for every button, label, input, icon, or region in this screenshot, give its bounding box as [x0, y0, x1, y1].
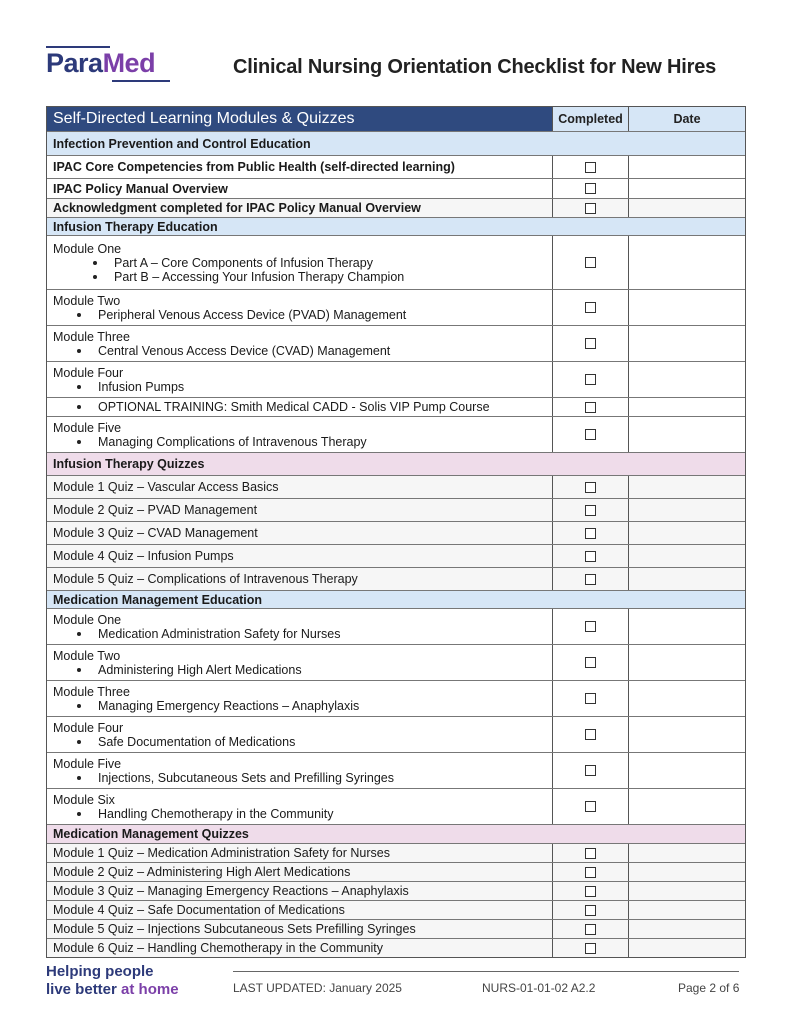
item-cell: [47, 545, 553, 567]
bullet-icon: [77, 440, 81, 444]
date-cell[interactable]: [629, 476, 745, 498]
bullet-text: Managing Emergency Reactions – Anaphylaxis: [98, 698, 360, 713]
section-title: Medication Management Quizzes: [47, 825, 745, 843]
checklist-table: [46, 106, 746, 958]
bullet-item: [53, 699, 546, 713]
checklist-row: [47, 863, 745, 882]
date-cell[interactable]: [629, 398, 745, 416]
completed-checkbox[interactable]: [585, 574, 596, 585]
bullet-text: Injections, Subcutaneous Sets and Prefilling Syringes: [98, 770, 395, 785]
item-label: Module 3 Quiz – Managing Emergency Reactions – Anaphylaxis: [53, 884, 409, 898]
date-cell[interactable]: [629, 609, 745, 644]
bullet-text: Infusion Pumps: [98, 379, 185, 394]
completed-checkbox[interactable]: [585, 429, 596, 440]
checklist-row: [47, 568, 745, 591]
checklist-row: [47, 199, 745, 218]
item-label: Module 4 Quiz – Safe Documentation of Medications: [53, 903, 345, 917]
date-cell[interactable]: [629, 417, 745, 452]
completed-checkbox[interactable]: [585, 162, 596, 173]
item-cell: [47, 398, 553, 416]
paramed-logo: [46, 44, 172, 84]
checklist-row: [47, 362, 745, 398]
date-cell[interactable]: [629, 681, 745, 716]
date-cell[interactable]: [629, 717, 745, 752]
item-label: Module Three: [53, 684, 130, 699]
completed-cell: [553, 522, 629, 544]
completed-checkbox[interactable]: [585, 203, 596, 214]
completed-cell: [553, 156, 629, 178]
section-title: Medication Management Education: [47, 591, 745, 608]
completed-cell: [553, 326, 629, 361]
item-cell: [47, 901, 553, 919]
completed-cell: [553, 398, 629, 416]
item-cell: [47, 199, 553, 217]
date-cell[interactable]: [629, 568, 745, 590]
item-cell: [47, 362, 553, 397]
item-label: Module Three: [53, 329, 130, 344]
item-label: Module 1 Quiz – Vascular Access Basics: [53, 480, 279, 494]
date-cell[interactable]: [629, 179, 745, 198]
table-header-row: [47, 107, 745, 132]
bullet-text: Part A – Core Components of Infusion Therapy: [114, 255, 373, 270]
completed-cell: [553, 753, 629, 788]
section-header-row: [47, 132, 745, 156]
item-cell: [47, 645, 553, 680]
completed-cell: [553, 199, 629, 217]
completed-cell: [553, 290, 629, 325]
completed-checkbox[interactable]: [585, 551, 596, 562]
bullet-text: Administering High Alert Medications: [98, 662, 302, 677]
checklist-row: [47, 753, 745, 789]
item-label: Module 6 Quiz – Handling Chemotherapy in the Community: [53, 941, 384, 955]
date-cell[interactable]: [629, 362, 745, 397]
bullet-text: Medication Administration Safety for Nurses: [98, 626, 341, 641]
bullet-text: Part B – Accessing Your Infusion Therapy Champion: [114, 269, 405, 284]
bullet-item: [53, 400, 546, 414]
section-title: Infusion Therapy Quizzes: [47, 453, 745, 475]
footer-divider: [233, 971, 739, 972]
completed-cell: [553, 609, 629, 644]
checklist-row: [47, 545, 745, 568]
completed-cell: [553, 362, 629, 397]
section-header-row: [47, 591, 745, 609]
footer-page-number: Page 2 of 6: [678, 981, 740, 995]
completed-cell: [553, 882, 629, 900]
checklist-row: [47, 844, 745, 863]
completed-checkbox[interactable]: [585, 943, 596, 954]
checklist-row: [47, 717, 745, 753]
checklist-row: [47, 156, 745, 179]
bullet-icon: [77, 313, 81, 317]
item-label: Module Six: [53, 792, 115, 807]
completed-checkbox[interactable]: [585, 801, 596, 812]
completed-checkbox[interactable]: [585, 886, 596, 897]
date-cell[interactable]: [629, 901, 745, 919]
completed-cell: [553, 545, 629, 567]
bullet-item: [53, 344, 546, 358]
item-label: Module One: [53, 241, 122, 256]
completed-cell: [553, 863, 629, 881]
footer-doc-code: NURS-01-01-02 A2.2: [482, 981, 596, 995]
completed-cell: [553, 476, 629, 498]
date-cell[interactable]: [629, 290, 745, 325]
date-cell[interactable]: [629, 156, 745, 178]
completed-cell: [553, 499, 629, 521]
logo-med: Med: [102, 48, 156, 78]
date-cell[interactable]: [629, 920, 745, 938]
section-header-row: [47, 453, 745, 476]
completed-cell: [553, 645, 629, 680]
section-title: Infusion Therapy Education: [47, 218, 745, 235]
bullet-text: Safe Documentation of Medications: [98, 734, 296, 749]
header-date: Date: [629, 107, 745, 131]
completed-checkbox[interactable]: [585, 621, 596, 632]
bullet-text: Peripheral Venous Access Device (PVAD) Management: [98, 307, 407, 322]
completed-cell: [553, 681, 629, 716]
date-cell[interactable]: [629, 326, 745, 361]
date-cell[interactable]: [629, 882, 745, 900]
bullet-text: OPTIONAL TRAINING: Smith Medical CADD - Solis VIP Pump Course: [98, 400, 490, 414]
completed-checkbox[interactable]: [585, 867, 596, 878]
item-cell: [47, 789, 553, 824]
bullet-icon: [93, 275, 97, 279]
item-cell: [47, 753, 553, 788]
item-cell: [47, 609, 553, 644]
bullet-item: [53, 663, 546, 677]
header-title: Self-Directed Learning Modules & Quizzes: [47, 107, 553, 131]
checklist-row: [47, 236, 745, 290]
completed-checkbox[interactable]: [585, 302, 596, 313]
header-completed: Completed: [553, 107, 629, 131]
checklist-row: [47, 882, 745, 901]
date-cell[interactable]: [629, 789, 745, 824]
item-label: Module Four: [53, 365, 124, 380]
completed-cell: [553, 920, 629, 938]
item-cell: [47, 717, 553, 752]
completed-checkbox[interactable]: [585, 765, 596, 776]
logo-wordmark: [46, 48, 155, 78]
completed-cell: [553, 939, 629, 957]
bullet-icon: [93, 261, 97, 265]
bullet-text: Handling Chemotherapy in the Community: [98, 806, 334, 821]
date-cell[interactable]: [629, 522, 745, 544]
completed-cell: [553, 568, 629, 590]
date-cell[interactable]: [629, 939, 745, 957]
completed-cell: [553, 717, 629, 752]
item-cell: [47, 179, 553, 198]
bullet-item: [53, 771, 546, 785]
completed-cell: [553, 789, 629, 824]
completed-cell: [553, 236, 629, 289]
date-cell[interactable]: [629, 844, 745, 862]
bullet-item: [53, 627, 546, 641]
bullet-text: Central Venous Access Device (CVAD) Management: [98, 343, 391, 358]
item-cell: [47, 681, 553, 716]
completed-checkbox[interactable]: [585, 905, 596, 916]
item-cell: [47, 568, 553, 590]
item-cell: [47, 499, 553, 521]
completed-cell: [553, 179, 629, 198]
tagline-line2-start: live better: [46, 981, 122, 998]
date-cell[interactable]: [629, 236, 745, 289]
date-cell[interactable]: [629, 863, 745, 881]
bullet-icon: [77, 812, 81, 816]
page-title: Clinical Nursing Orientation Checklist for New Hires: [233, 56, 717, 78]
section-header-row: [47, 218, 745, 236]
section-title: Infection Prevention and Control Education: [47, 132, 745, 155]
completed-checkbox[interactable]: [585, 848, 596, 859]
completed-checkbox[interactable]: [585, 528, 596, 539]
item-cell: [47, 476, 553, 498]
tagline-accent: at home: [121, 981, 179, 998]
completed-checkbox[interactable]: [585, 693, 596, 704]
bullet-icon: [77, 632, 81, 636]
bullet-item: [53, 308, 546, 322]
bullet-icon: [77, 349, 81, 353]
completed-checkbox[interactable]: [585, 482, 596, 493]
logo-bar-bottom: [112, 80, 170, 82]
completed-checkbox[interactable]: [585, 183, 596, 194]
item-label: Module Two: [53, 293, 121, 308]
bullet-text: Managing Complications of Intravenous Therapy: [98, 434, 367, 449]
item-cell: [47, 236, 553, 289]
completed-checkbox[interactable]: [585, 374, 596, 385]
item-label: Module Five: [53, 756, 122, 771]
completed-cell: [553, 901, 629, 919]
section-header-row: [47, 825, 745, 844]
completed-checkbox[interactable]: [585, 729, 596, 740]
date-cell[interactable]: [629, 199, 745, 217]
item-cell: [47, 863, 553, 881]
checklist-row: [47, 290, 745, 326]
checklist-row: [47, 681, 745, 717]
item-cell: [47, 326, 553, 361]
logo-para: Para: [46, 48, 103, 78]
item-cell: [47, 156, 553, 178]
bullet-item: [53, 380, 546, 394]
item-label: Module 3 Quiz – CVAD Management: [53, 526, 258, 540]
checklist-row: [47, 179, 745, 199]
bullet-icon: [77, 740, 81, 744]
bullet-item: [53, 807, 546, 821]
checklist-row: [47, 901, 745, 920]
date-cell[interactable]: [629, 545, 745, 567]
bullet-icon: [77, 776, 81, 780]
checklist-row: [47, 522, 745, 545]
bullet-item: [53, 270, 546, 284]
completed-cell: [553, 844, 629, 862]
completed-cell: [553, 417, 629, 452]
checklist-row: [47, 789, 745, 825]
item-label: Module One: [53, 612, 122, 627]
completed-checkbox[interactable]: [585, 505, 596, 516]
item-cell: [47, 920, 553, 938]
item-label: Module Two: [53, 648, 121, 663]
checklist-row: [47, 476, 745, 499]
completed-checkbox[interactable]: [585, 924, 596, 935]
completed-checkbox[interactable]: [585, 338, 596, 349]
item-cell: [47, 417, 553, 452]
item-cell: [47, 939, 553, 957]
item-label: Module 2 Quiz – PVAD Management: [53, 503, 258, 517]
date-cell[interactable]: [629, 753, 745, 788]
checklist-row: [47, 939, 745, 957]
checklist-row: [47, 499, 745, 522]
completed-checkbox[interactable]: [585, 657, 596, 668]
tagline: [46, 963, 179, 999]
tagline-line1: Helping people: [46, 963, 154, 980]
date-cell[interactable]: [629, 645, 745, 680]
bullet-icon: [77, 385, 81, 389]
completed-checkbox[interactable]: [585, 402, 596, 413]
bullet-item: [53, 735, 546, 749]
bullet-icon: [77, 704, 81, 708]
checklist-row: [47, 398, 745, 417]
date-cell[interactable]: [629, 499, 745, 521]
item-label: Module 4 Quiz – Infusion Pumps: [53, 549, 234, 563]
item-cell: [47, 882, 553, 900]
item-label: Module 5 Quiz – Injections Subcutaneous Sets Prefilling Syringes: [53, 922, 416, 936]
checklist-row: [47, 920, 745, 939]
bullet-item: [53, 256, 546, 270]
item-cell: [47, 522, 553, 544]
item-label: Module 1 Quiz – Medication Administration Safety for Nurses: [53, 846, 390, 860]
item-label: Module Four: [53, 720, 124, 735]
item-cell: [47, 844, 553, 862]
item-label: Module 5 Quiz – Complications of Intravenous Therapy: [53, 572, 358, 586]
tagline-line2: [46, 981, 179, 999]
checklist-row: [47, 645, 745, 681]
checklist-row: [47, 609, 745, 645]
bullet-icon: [77, 668, 81, 672]
item-label: Module 2 Quiz – Administering High Alert Medications: [53, 865, 351, 879]
item-label: Module Five: [53, 420, 122, 435]
completed-checkbox[interactable]: [585, 257, 596, 268]
item-cell: [47, 290, 553, 325]
checklist-row: [47, 417, 745, 453]
checklist-row: [47, 326, 745, 362]
item-label: Acknowledgment completed for IPAC Policy Manual Overview: [53, 201, 421, 215]
footer-last-updated: LAST UPDATED: January 2025: [233, 981, 402, 995]
item-label: IPAC Policy Manual Overview: [53, 181, 228, 196]
bullet-item: [53, 435, 546, 449]
item-label: IPAC Core Competencies from Public Health (self-directed learning): [53, 160, 455, 174]
bullet-icon: [77, 405, 81, 409]
